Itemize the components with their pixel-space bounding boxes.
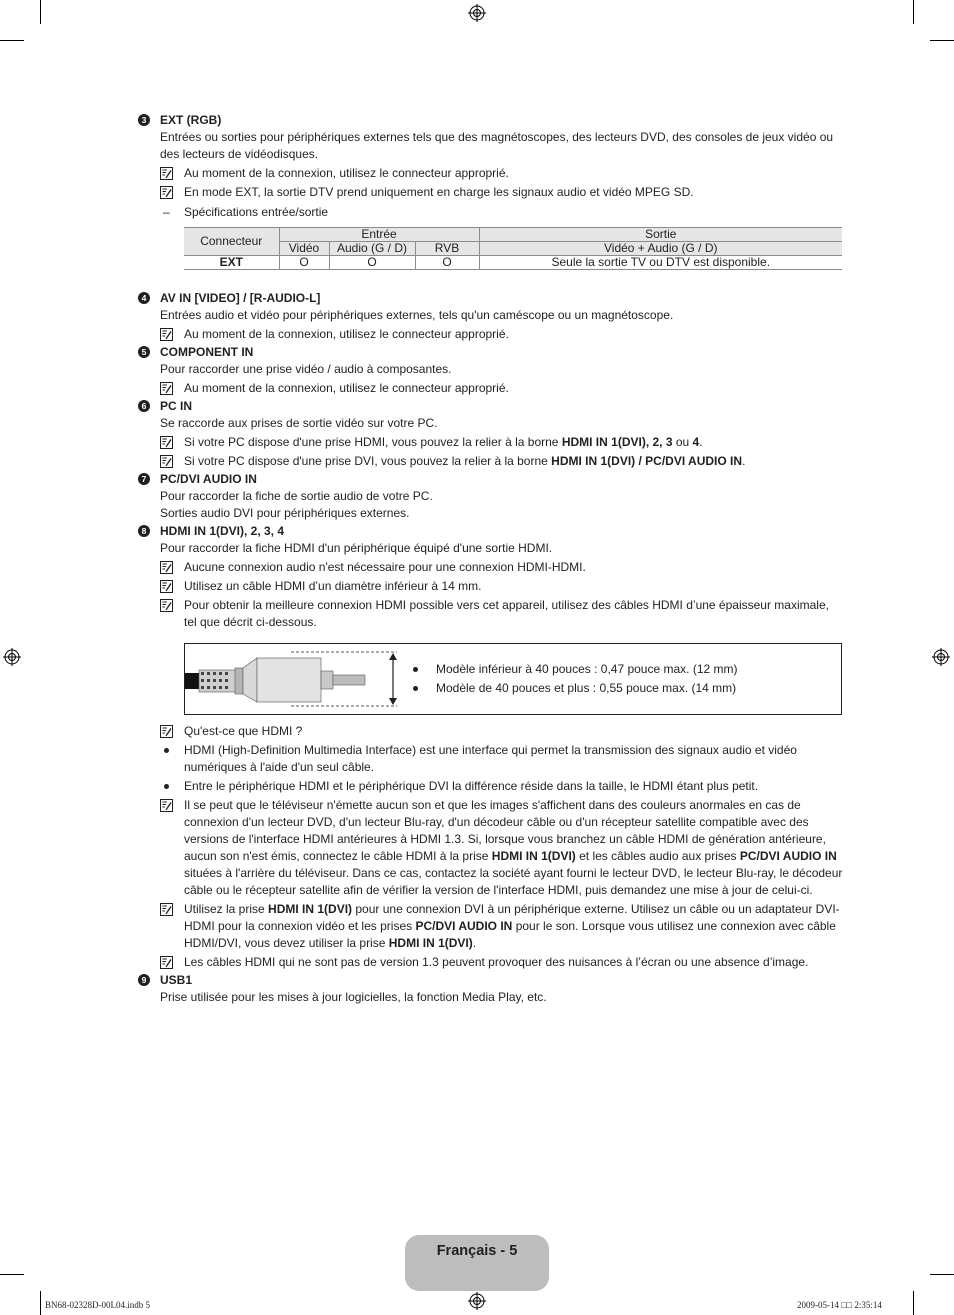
note-text-bold: HDMI IN 1(DVI), 2, 3 <box>561 435 673 449</box>
note-text: Au moment de la connexion, utilisez le connecteur approprié. <box>184 327 509 341</box>
note-text: . <box>742 454 746 468</box>
bullet-icon <box>413 686 418 691</box>
section-number: 7 <box>138 473 150 485</box>
dash-item <box>160 204 844 221</box>
note-text: Il se peut que le téléviseur n'émette aucun son et que les images s'affichent dans des couleurs anormales en cas de connexion d'un lecteur DVD, d'un lecteur Blu-ray, d'un décodeur câble ou d'un récepteur satellite compatible avec des versions de l'interface HDMI antérieures à HDMI 1.3. Si, lorsque vous branchez un câble HDMI de génération antérieure, aucun son n'est émis, connectez le câble HDMI à la prise <box>184 798 826 863</box>
crop-mark <box>913 1291 914 1315</box>
note-text: pour une connexion DVI à un périphérique externe. Utilisez un câble ou un adaptateur DVI-HDMI pour la connexion vidéo et les prises <box>184 902 840 933</box>
section-description: Se raccorde aux prises de sortie vidéo sur votre PC. <box>160 416 438 430</box>
note-icon <box>160 328 173 341</box>
section-description: Prise utilisée pour les mises à jour logicielles, la fonction Media Play, etc. <box>160 990 547 1004</box>
note-text: Au moment de la connexion, utilisez le connecteur approprié. <box>184 381 509 395</box>
note-icon <box>160 436 173 449</box>
section-title: COMPONENT IN <box>160 345 254 359</box>
note-text-bold: HDMI IN 1(DVI) <box>491 849 576 863</box>
section-description: Sorties audio DVI pour périphériques externes. <box>160 506 410 520</box>
note-text: Aucune connexion audio n'est nécessaire pour une connexion HDMI-HDMI. <box>184 560 586 574</box>
section-number: 8 <box>138 525 150 537</box>
note-text: En mode EXT, la sortie DTV prend uniquement en charge les signaux audio et vidéo MPEG SD. <box>184 185 694 199</box>
hdmi-cable-box <box>184 643 842 715</box>
note <box>160 184 844 201</box>
note-text: Au moment de la connexion, utilisez le connecteur approprié. <box>184 166 509 180</box>
note <box>160 597 844 631</box>
note-text-bold: 4 <box>692 435 700 449</box>
print-slug-date: 2009-05-14 □□ 2:35:14 <box>797 1300 882 1310</box>
crop-mark <box>40 1291 41 1315</box>
section-title: AV IN [VIDEO] / [R-AUDIO-L] <box>160 291 321 305</box>
cable-size-list <box>413 660 738 698</box>
section-pc-in <box>138 398 844 470</box>
note <box>160 723 844 740</box>
section-description: Pour raccorder la fiche de sortie audio de votre PC. <box>160 489 433 503</box>
table-cell: O <box>279 256 329 270</box>
section-hdmi-in <box>138 523 844 631</box>
crop-mark <box>0 1274 24 1275</box>
note <box>160 326 844 343</box>
note-icon <box>160 903 173 916</box>
note-text: situées à l'arrière du téléviseur. Dans ce cas, contactez la société ayant fourni le lecteur DVD, le lecteur Blu-ray, le décodeur câble ou le récepteur satellite afin de vérifier la version de l'interface HDMI, puis demandez une mise à jour de celui-ci. <box>184 866 843 897</box>
section-title: USB1 <box>160 973 193 987</box>
section-av-in <box>138 290 844 343</box>
note <box>160 954 844 971</box>
bullet-item <box>160 742 844 776</box>
section-description: Entrées audio et vidéo pour périphériques externes, tels qu'un caméscope ou un magnétoscope. <box>160 308 674 322</box>
bullet-icon <box>164 784 169 789</box>
section-title: HDMI IN 1(DVI), 2, 3, 4 <box>160 524 285 538</box>
section-usb1 <box>138 972 844 1006</box>
note-icon <box>160 186 173 199</box>
note-text: . <box>472 936 477 950</box>
note <box>160 380 844 397</box>
table-subheader-video: Vidéo <box>279 242 329 256</box>
bullet-icon <box>413 667 418 672</box>
spec-table <box>184 227 842 270</box>
bullet-text: HDMI (High-Definition Multimedia Interface) est une interface qui permet la transmission des signaux audio et vidéo numériques à l'aide d'un seul câble. <box>184 743 797 774</box>
section-pc-dvi-audio-in <box>138 471 844 522</box>
table-subheader-output: Vidéo + Audio (G / D) <box>479 242 842 256</box>
crop-mark <box>913 0 914 24</box>
note-icon <box>160 455 173 468</box>
note <box>160 453 844 470</box>
note-text: et les câbles audio aux prises <box>575 849 740 863</box>
note-text: pour le son. Lorsque vous utilisez une connexion avec câble HDMI/DVI, vous devez utiliser la prise <box>184 919 836 950</box>
print-slug-file: BN68-02328D-00L04.indb 5 <box>45 1300 150 1310</box>
table-cell: O <box>415 256 479 270</box>
section-title: EXT (RGB) <box>160 113 222 127</box>
note-icon <box>160 956 173 969</box>
note-text: . <box>699 435 703 449</box>
crop-mark <box>40 0 41 24</box>
note-text: Qu'est-ce que HDMI ? <box>184 724 303 738</box>
registration-mark-icon <box>468 4 486 22</box>
table-header-input: Entrée <box>279 228 479 242</box>
section-hdmi-notes <box>138 723 844 971</box>
crop-mark <box>0 40 24 41</box>
table-cell: Seule la sortie TV ou DTV est disponible. <box>479 256 842 270</box>
section-number: 3 <box>138 114 150 126</box>
crop-mark <box>930 1274 954 1275</box>
note-text: Utilisez la prise <box>184 902 269 916</box>
section-number: 9 <box>138 974 150 986</box>
registration-mark-icon <box>3 648 21 666</box>
section-number: 5 <box>138 346 150 358</box>
page-number: Français - 5 <box>436 1243 518 1259</box>
note-icon <box>160 561 173 574</box>
note-text: Utilisez un câble HDMI d’un diamètre inférieur à 14 mm. <box>184 579 482 593</box>
section-ext <box>138 112 844 270</box>
manual-content <box>138 111 844 1006</box>
note-text-bold: HDMI IN 1(DVI) <box>268 902 353 916</box>
note-icon <box>160 167 173 180</box>
note <box>160 578 844 595</box>
note <box>160 901 844 952</box>
registration-mark-icon <box>932 648 950 666</box>
table-cell: O <box>329 256 415 270</box>
list-item <box>413 660 738 679</box>
section-number: 6 <box>138 400 150 412</box>
table-subheader-rvb: RVB <box>415 242 479 256</box>
note-text: Les câbles HDMI qui ne sont pas de version 1.3 peuvent provoquer des nuisances à l’écran ou une absence d’image. <box>184 955 809 969</box>
dash-mark: – <box>163 205 170 219</box>
crop-mark <box>930 40 954 41</box>
registration-mark-icon <box>468 1292 486 1310</box>
bullet-text: Entre le périphérique HDMI et le périphérique DVI la différence réside dans la taille, le HDMI étant plus petit. <box>184 779 759 793</box>
section-description: Entrées ou sorties pour périphériques externes tels que des magnétoscopes, des lecteurs DVD, des consoles de jeux vidéo ou des lecteurs de vidéodisques. <box>160 130 834 161</box>
note-text: ou <box>672 435 693 449</box>
section-description: Pour raccorder la fiche HDMI d'un périphérique équipé d'une sortie HDMI. <box>160 541 553 555</box>
list-item-text: Modèle inférieur à 40 pouces : 0,47 pouce max. (12 mm) <box>436 662 738 676</box>
table-header-connector: Connecteur <box>184 228 279 256</box>
note-text: Si votre PC dispose d'une prise HDMI, vous pouvez la relier à la borne <box>184 435 562 449</box>
section-title: PC/DVI AUDIO IN <box>160 472 257 486</box>
table-header-output: Sortie <box>479 228 842 242</box>
note-text-bold: HDMI IN 1(DVI) / PC/DVI AUDIO IN <box>551 454 743 468</box>
table-subheader-audio: Audio (G / D) <box>329 242 415 256</box>
note-text-bold: HDMI IN 1(DVI) <box>388 936 473 950</box>
bullet-item <box>160 778 844 795</box>
note-icon <box>160 599 173 612</box>
note-icon <box>160 799 173 812</box>
section-title: PC IN <box>160 399 193 413</box>
table-cell: EXT <box>184 256 279 270</box>
hdmi-cable-icon <box>185 644 415 714</box>
bullet-icon <box>164 748 169 753</box>
section-number: 4 <box>138 292 150 304</box>
note-icon <box>160 580 173 593</box>
note-text: Pour obtenir la meilleure connexion HDMI possible vers cet appareil, utilisez des câbles HDMI d’une épaisseur maximale, tel que décrit ci-dessous. <box>184 598 829 629</box>
dash-text: Spécifications entrée/sortie <box>184 205 329 219</box>
list-item-text: Modèle de 40 pouces et plus : 0,55 pouce max. (14 mm) <box>436 681 737 695</box>
note <box>160 165 844 182</box>
note <box>160 797 844 899</box>
list-item <box>413 679 738 698</box>
section-description: Pour raccorder une prise vidéo / audio à composantes. <box>160 362 452 376</box>
note <box>160 559 844 576</box>
section-component-in <box>138 344 844 397</box>
note-text-bold: PC/DVI AUDIO IN <box>739 849 837 863</box>
note-text-bold: PC/DVI AUDIO IN <box>415 919 513 933</box>
note <box>160 434 844 451</box>
note-icon <box>160 382 173 395</box>
note-text: Si votre PC dispose d'une prise DVI, vous pouvez la relier à la borne <box>184 454 552 468</box>
note-icon <box>160 725 173 738</box>
